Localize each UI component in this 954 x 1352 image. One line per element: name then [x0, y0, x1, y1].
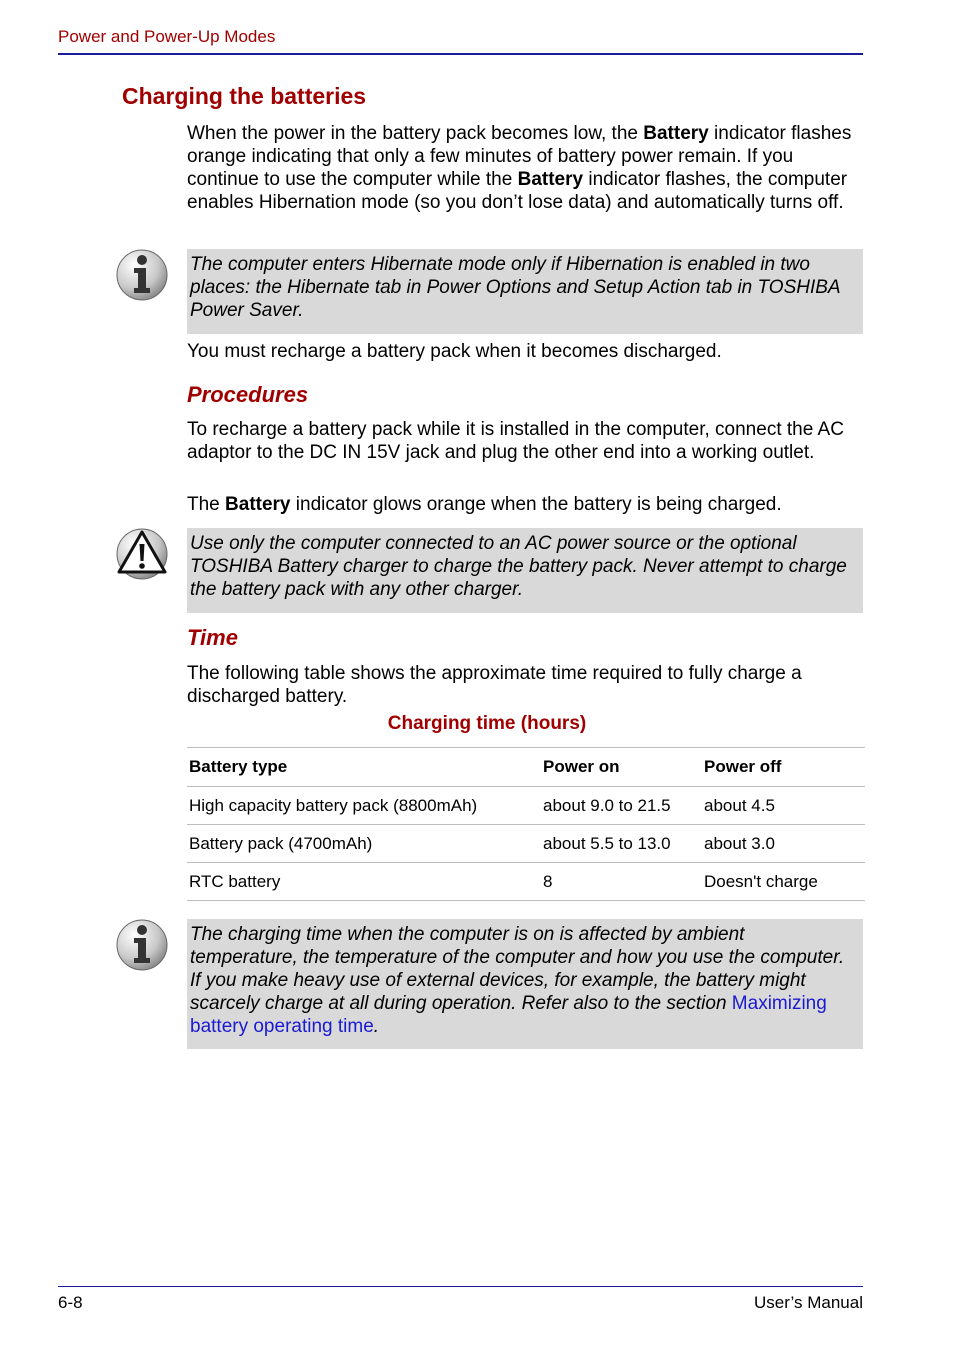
- maximizing-battery-link[interactable]: Maximizing battery operating time: [190, 993, 827, 1037]
- info-icon: [115, 918, 169, 972]
- charging-time-table: [187, 747, 865, 901]
- column-header: Battery type: [187, 748, 541, 787]
- page-number: 6-8: [58, 1293, 83, 1312]
- caution-box: Use only the computer connected to an AC power source or the optional TOSHIBA Battery charger to charge the battery pack. Never attempt to charge the battery pack with any other charger.: [187, 528, 863, 613]
- section-heading: Charging the batteries: [122, 83, 367, 109]
- manual-title: User’s Manual: [754, 1293, 863, 1312]
- note-box: The computer enters Hibernate mode only if Hibernation is enabled in two places: the Hibernate tab in Power Options and Setup Action tab in TOSHIBA Power Saver.: [187, 249, 863, 334]
- table-row: [187, 863, 865, 901]
- table-cell: about 9.0 to 21.5: [541, 787, 702, 825]
- running-header: Power and Power-Up Modes: [58, 27, 276, 46]
- table-row: [187, 787, 865, 825]
- recharge-paragraph: You must recharge a battery pack when it becomes discharged.: [187, 341, 722, 362]
- procedures-paragraph: To recharge a battery pack while it is installed in the computer, connect the AC adaptor to the DC IN 15V jack and plug the other end into a working outlet.: [187, 419, 844, 463]
- table-cell: RTC battery: [187, 863, 541, 901]
- footer-rule: [58, 1286, 863, 1287]
- battery-indicator-paragraph: The Battery indicator glows orange when the battery is being charged.: [187, 494, 782, 515]
- table-cell: about 5.5 to 13.0: [541, 825, 702, 863]
- procedures-heading: Procedures: [187, 382, 309, 407]
- time-heading: Time: [187, 625, 238, 650]
- table-cell: about 4.5: [702, 787, 865, 825]
- header-rule: [58, 53, 863, 55]
- table-header-row: [187, 748, 865, 787]
- table-cell: Doesn't charge: [702, 863, 865, 901]
- table-row: [187, 825, 865, 863]
- intro-paragraph: When the power in the battery pack becomes low, the Battery indicator flashes orange indicating that only a few minutes of battery power remain. If you continue to use the computer while the Battery indicator flashes, the computer enables Hibernation mode (so you don’t lose data) and automatically turns off.: [187, 123, 852, 213]
- info-icon: [115, 248, 169, 302]
- table-cell: 8: [541, 863, 702, 901]
- table-cell: about 3.0: [702, 825, 865, 863]
- column-header: Power off: [702, 748, 865, 787]
- charging-note-box: The charging time when the computer is on is affected by ambient temperature, the temperature of the computer and how you use the computer. If you make heavy use of external devices, for example, the battery might scarcely charge at all during operation. Refer also to the section Maximizing battery operating time.: [187, 919, 863, 1049]
- time-paragraph: The following table shows the approximate time required to fully charge a discharged battery.: [187, 663, 802, 707]
- caution-icon: [115, 527, 169, 581]
- column-header: Power on: [541, 748, 702, 787]
- table-cell: Battery pack (4700mAh): [187, 825, 541, 863]
- table-cell: High capacity battery pack (8800mAh): [187, 787, 541, 825]
- table-caption: Charging time (hours): [387, 713, 587, 734]
